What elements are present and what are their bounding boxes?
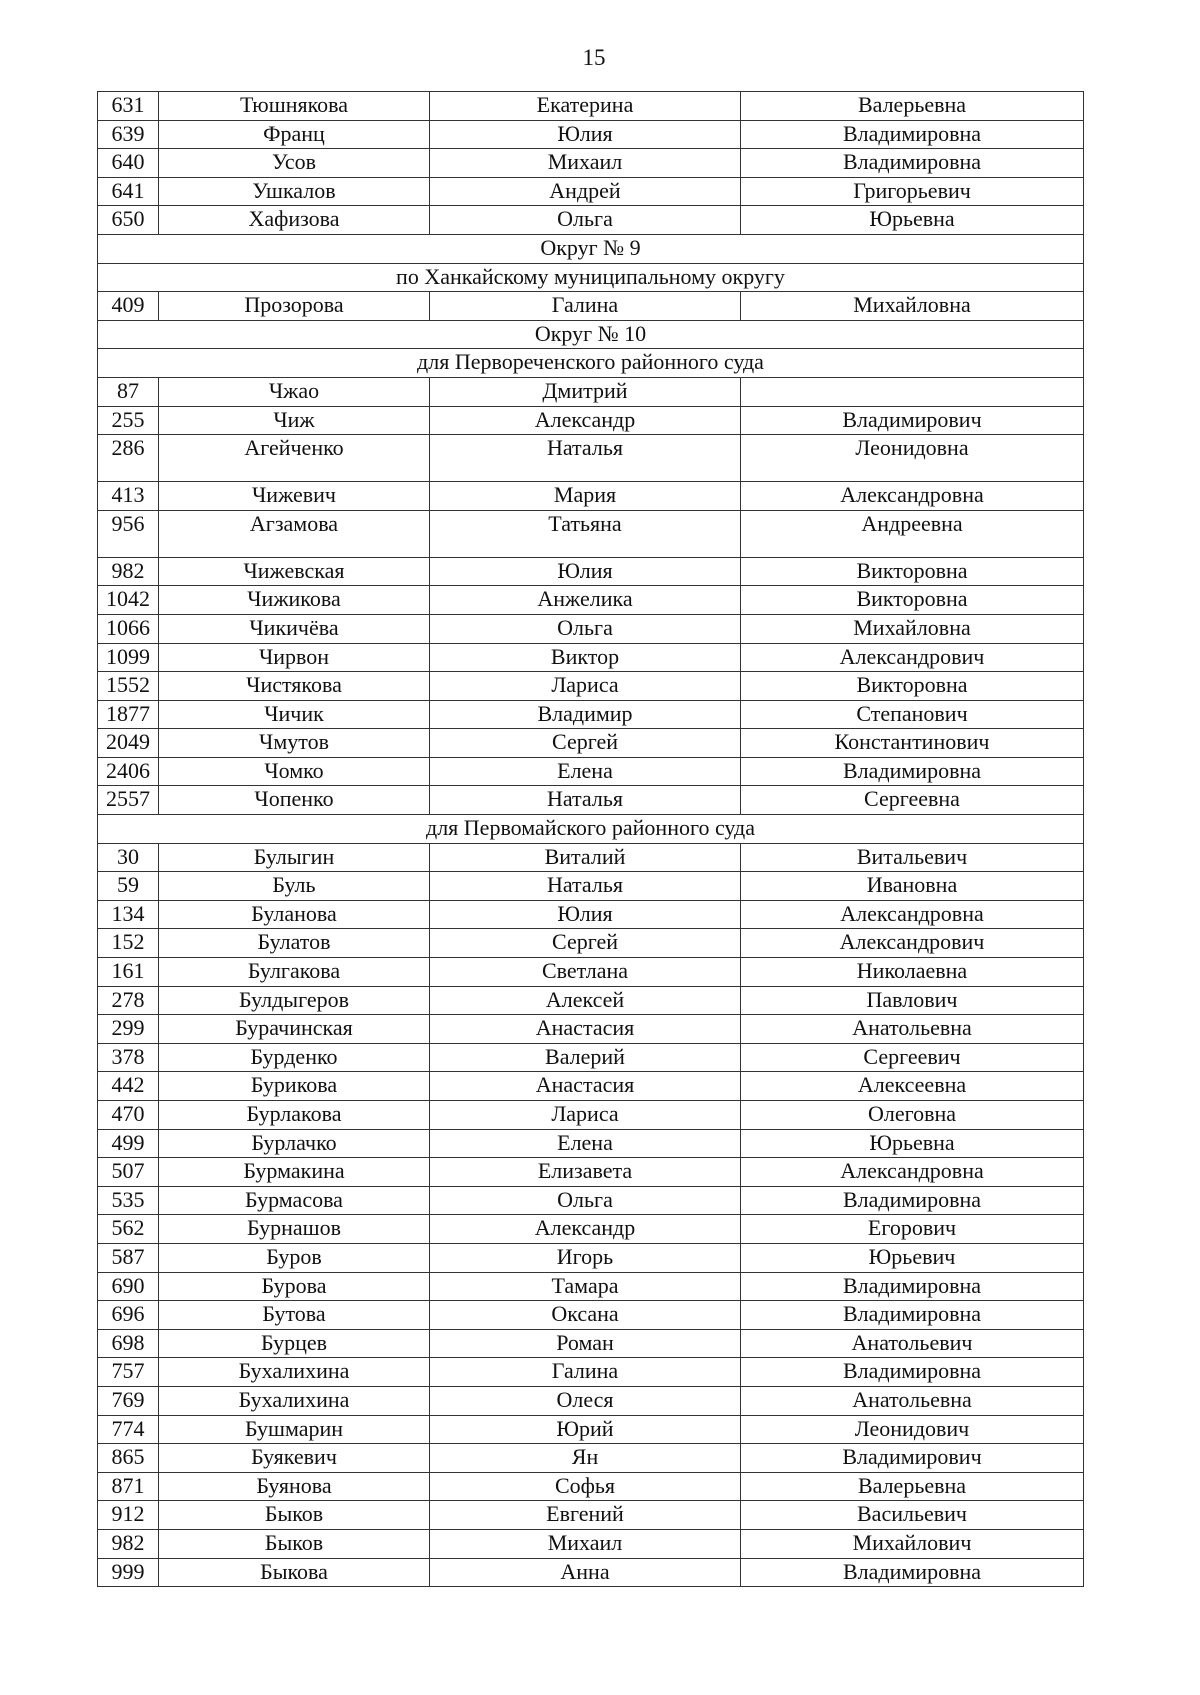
surname-cell: Чиж (159, 406, 430, 435)
table-row (98, 1444, 1084, 1473)
row-number-cell: 507 (98, 1158, 159, 1187)
patronymic-cell: Егорович (741, 1215, 1084, 1244)
patronymic-cell: Васильевич (741, 1501, 1084, 1530)
patronymic-cell: Сергеевна (741, 786, 1084, 815)
patronymic-cell: Александрович (741, 929, 1084, 958)
table-row (98, 643, 1084, 672)
section-header: Округ № 9 (98, 234, 1084, 263)
surname-cell: Чикичёва (159, 614, 430, 643)
table-row (98, 900, 1084, 929)
patronymic-cell: Александровна (741, 1158, 1084, 1187)
first-name-cell: Анна (430, 1558, 741, 1587)
section-header: Округ № 10 (98, 320, 1084, 349)
row-number-cell: 650 (98, 206, 159, 235)
first-name-cell: Софья (430, 1472, 741, 1501)
row-number-cell: 562 (98, 1215, 159, 1244)
page-number: 15 (582, 45, 606, 70)
first-name-cell: Владимир (430, 700, 741, 729)
section-header-row (98, 320, 1084, 349)
surname-cell: Буль (159, 872, 430, 901)
row-number-cell: 956 (98, 510, 159, 557)
table-row (98, 1072, 1084, 1101)
first-name-cell: Наталья (430, 786, 741, 815)
surname-cell: Бушмарин (159, 1415, 430, 1444)
first-name-cell: Татьяна (430, 510, 741, 557)
first-name-cell: Ольга (430, 1186, 741, 1215)
surname-cell: Чичик (159, 700, 430, 729)
table-row (98, 1529, 1084, 1558)
row-number-cell: 757 (98, 1358, 159, 1387)
row-number-cell: 161 (98, 958, 159, 987)
patronymic-cell: Александровна (741, 900, 1084, 929)
surname-cell: Чирвон (159, 643, 430, 672)
surname-cell: Быкова (159, 1558, 430, 1587)
surname-cell: Хафизова (159, 206, 430, 235)
row-number-cell: 1099 (98, 643, 159, 672)
surname-cell: Усов (159, 149, 430, 178)
patronymic-cell: Михайловна (741, 614, 1084, 643)
row-number-cell: 2557 (98, 786, 159, 815)
table-row (98, 1101, 1084, 1130)
row-number-cell: 871 (98, 1472, 159, 1501)
table-row (98, 786, 1084, 815)
patronymic-cell: Олеговна (741, 1101, 1084, 1130)
first-name-cell: Анжелика (430, 586, 741, 615)
table-row (98, 557, 1084, 586)
patronymic-cell: Алексеевна (741, 1072, 1084, 1101)
surname-cell: Буланова (159, 900, 430, 929)
row-number-cell: 30 (98, 843, 159, 872)
patronymic-cell: Витальевич (741, 843, 1084, 872)
surname-cell: Франц (159, 120, 430, 149)
row-number-cell: 587 (98, 1243, 159, 1272)
patronymic-cell: Владимирович (741, 406, 1084, 435)
table-row (98, 1301, 1084, 1330)
row-number-cell: 470 (98, 1101, 159, 1130)
first-name-cell: Елена (430, 757, 741, 786)
surname-cell: Чопенко (159, 786, 430, 815)
row-number-cell: 631 (98, 92, 159, 121)
first-name-cell: Михаил (430, 149, 741, 178)
section-header: для Первореченского районного суда (98, 349, 1084, 378)
table-row (98, 958, 1084, 987)
table-row (98, 510, 1084, 557)
row-number-cell: 1552 (98, 672, 159, 701)
patronymic-cell: Александрович (741, 643, 1084, 672)
first-name-cell: Оксана (430, 1301, 741, 1330)
surname-cell: Чижевская (159, 557, 430, 586)
surname-cell: Быков (159, 1501, 430, 1530)
first-name-cell: Ольга (430, 206, 741, 235)
table-row (98, 1329, 1084, 1358)
first-name-cell: Александр (430, 1215, 741, 1244)
first-name-cell: Олеся (430, 1386, 741, 1415)
row-number-cell: 640 (98, 149, 159, 178)
table-row (98, 586, 1084, 615)
patronymic-cell: Владимировна (741, 1301, 1084, 1330)
first-name-cell: Валерий (430, 1043, 741, 1072)
table-row (98, 1415, 1084, 1444)
first-name-cell: Тамара (430, 1272, 741, 1301)
surname-cell: Чижевич (159, 482, 430, 511)
table-row (98, 1129, 1084, 1158)
patronymic-cell: Леонидовна (741, 435, 1084, 482)
row-number-cell: 698 (98, 1329, 159, 1358)
patronymic-cell: Валерьевна (741, 1472, 1084, 1501)
row-number-cell: 134 (98, 900, 159, 929)
surname-cell: Бурцев (159, 1329, 430, 1358)
table-row (98, 120, 1084, 149)
table-row (98, 672, 1084, 701)
surname-cell: Булгакова (159, 958, 430, 987)
juror-list-table (97, 91, 1084, 1587)
surname-cell: Ушкалов (159, 177, 430, 206)
surname-cell: Тюшнякова (159, 92, 430, 121)
table-row (98, 177, 1084, 206)
first-name-cell: Лариса (430, 672, 741, 701)
patronymic-cell: Михайлович (741, 1529, 1084, 1558)
section-header: для Первомайского районного суда (98, 815, 1084, 844)
table-row (98, 986, 1084, 1015)
patronymic-cell: Павлович (741, 986, 1084, 1015)
patronymic-cell: Владимировна (741, 1558, 1084, 1587)
row-number-cell: 378 (98, 1043, 159, 1072)
first-name-cell: Галина (430, 1358, 741, 1387)
row-number-cell: 442 (98, 1072, 159, 1101)
section-header-row (98, 349, 1084, 378)
table-row (98, 149, 1084, 178)
surname-cell: Чжао (159, 377, 430, 406)
table-row (98, 1158, 1084, 1187)
first-name-cell: Наталья (430, 435, 741, 482)
patronymic-cell: Александровна (741, 482, 1084, 511)
first-name-cell: Галина (430, 292, 741, 321)
table-row (98, 872, 1084, 901)
patronymic-cell: Владимировна (741, 1358, 1084, 1387)
table-row (98, 1215, 1084, 1244)
row-number-cell: 774 (98, 1415, 159, 1444)
surname-cell: Чижикова (159, 586, 430, 615)
surname-cell: Чомко (159, 757, 430, 786)
row-number-cell: 690 (98, 1272, 159, 1301)
first-name-cell: Юлия (430, 120, 741, 149)
row-number-cell: 1066 (98, 614, 159, 643)
first-name-cell: Анастасия (430, 1072, 741, 1101)
row-number-cell: 499 (98, 1129, 159, 1158)
surname-cell: Булдыгеров (159, 986, 430, 1015)
patronymic-cell: Юрьевна (741, 1129, 1084, 1158)
surname-cell: Бурденко (159, 1043, 430, 1072)
patronymic-cell: Ивановна (741, 872, 1084, 901)
patronymic-cell: Степанович (741, 700, 1084, 729)
patronymic-cell: Константинович (741, 729, 1084, 758)
first-name-cell: Сергей (430, 929, 741, 958)
patronymic-cell: Викторовна (741, 672, 1084, 701)
section-header: по Ханкайскому муниципальному округу (98, 263, 1084, 292)
first-name-cell: Ольга (430, 614, 741, 643)
table-row (98, 614, 1084, 643)
section-header-row (98, 263, 1084, 292)
row-number-cell: 286 (98, 435, 159, 482)
table-row (98, 482, 1084, 511)
first-name-cell: Юлия (430, 900, 741, 929)
first-name-cell: Наталья (430, 872, 741, 901)
first-name-cell: Елизавета (430, 1158, 741, 1187)
surname-cell: Буякевич (159, 1444, 430, 1473)
surname-cell: Бухалихина (159, 1386, 430, 1415)
table-row (98, 206, 1084, 235)
table-row (98, 1501, 1084, 1530)
first-name-cell: Виктор (430, 643, 741, 672)
first-name-cell: Юрий (430, 1415, 741, 1444)
first-name-cell: Алексей (430, 986, 741, 1015)
row-number-cell: 1042 (98, 586, 159, 615)
table-row (98, 435, 1084, 482)
patronymic-cell: Владимировна (741, 757, 1084, 786)
first-name-cell: Юлия (430, 557, 741, 586)
patronymic-cell: Анатольевич (741, 1329, 1084, 1358)
row-number-cell: 999 (98, 1558, 159, 1587)
patronymic-cell: Викторовна (741, 586, 1084, 615)
row-number-cell: 865 (98, 1444, 159, 1473)
first-name-cell: Виталий (430, 843, 741, 872)
row-number-cell: 641 (98, 177, 159, 206)
row-number-cell: 87 (98, 377, 159, 406)
table-row (98, 92, 1084, 121)
row-number-cell: 769 (98, 1386, 159, 1415)
row-number-cell: 912 (98, 1501, 159, 1530)
section-header-row (98, 815, 1084, 844)
row-number-cell: 639 (98, 120, 159, 149)
table-row (98, 929, 1084, 958)
surname-cell: Булыгин (159, 843, 430, 872)
row-number-cell: 982 (98, 1529, 159, 1558)
patronymic-cell: Викторовна (741, 557, 1084, 586)
table-row (98, 843, 1084, 872)
table-row (98, 1358, 1084, 1387)
first-name-cell: Ян (430, 1444, 741, 1473)
row-number-cell: 299 (98, 1015, 159, 1044)
table-row (98, 377, 1084, 406)
surname-cell: Агзамова (159, 510, 430, 557)
table-row (98, 1043, 1084, 1072)
surname-cell: Бурмакина (159, 1158, 430, 1187)
first-name-cell: Сергей (430, 729, 741, 758)
surname-cell: Чмутов (159, 729, 430, 758)
first-name-cell: Михаил (430, 1529, 741, 1558)
patronymic-cell: Юрьевна (741, 206, 1084, 235)
row-number-cell: 535 (98, 1186, 159, 1215)
surname-cell: Агейченко (159, 435, 430, 482)
first-name-cell: Екатерина (430, 92, 741, 121)
table-row (98, 757, 1084, 786)
patronymic-cell: Леонидович (741, 1415, 1084, 1444)
row-number-cell: 255 (98, 406, 159, 435)
patronymic-cell: Сергеевич (741, 1043, 1084, 1072)
surname-cell: Бурова (159, 1272, 430, 1301)
patronymic-cell: Валерьевна (741, 92, 1084, 121)
surname-cell: Чистякова (159, 672, 430, 701)
table-row (98, 1472, 1084, 1501)
first-name-cell: Александр (430, 406, 741, 435)
table-row (98, 1272, 1084, 1301)
table-row (98, 1386, 1084, 1415)
surname-cell: Прозорова (159, 292, 430, 321)
row-number-cell: 696 (98, 1301, 159, 1330)
first-name-cell: Елена (430, 1129, 741, 1158)
row-number-cell: 152 (98, 929, 159, 958)
first-name-cell: Игорь (430, 1243, 741, 1272)
patronymic-cell: Владимирович (741, 1444, 1084, 1473)
patronymic-cell: Владимировна (741, 149, 1084, 178)
patronymic-cell: Андреевна (741, 510, 1084, 557)
surname-cell: Бутова (159, 1301, 430, 1330)
patronymic-cell: Владимировна (741, 1186, 1084, 1215)
row-number-cell: 278 (98, 986, 159, 1015)
juror-list-body (98, 92, 1084, 1587)
first-name-cell: Анастасия (430, 1015, 741, 1044)
table-row (98, 406, 1084, 435)
patronymic-cell: Юрьевич (741, 1243, 1084, 1272)
surname-cell: Бурикова (159, 1072, 430, 1101)
surname-cell: Бурмасова (159, 1186, 430, 1215)
patronymic-cell: Владимировна (741, 120, 1084, 149)
first-name-cell: Светлана (430, 958, 741, 987)
row-number-cell: 2049 (98, 729, 159, 758)
row-number-cell: 59 (98, 872, 159, 901)
surname-cell: Быков (159, 1529, 430, 1558)
table-row (98, 1558, 1084, 1587)
row-number-cell: 1877 (98, 700, 159, 729)
surname-cell: Бурачинская (159, 1015, 430, 1044)
row-number-cell: 409 (98, 292, 159, 321)
row-number-cell: 2406 (98, 757, 159, 786)
first-name-cell: Андрей (430, 177, 741, 206)
first-name-cell: Мария (430, 482, 741, 511)
patronymic-cell: Анатольевна (741, 1386, 1084, 1415)
patronymic-cell: Михайловна (741, 292, 1084, 321)
table-row (98, 292, 1084, 321)
table-row (98, 1186, 1084, 1215)
surname-cell: Булатов (159, 929, 430, 958)
patronymic-cell: Николаевна (741, 958, 1084, 987)
table-row (98, 700, 1084, 729)
table-row (98, 1243, 1084, 1272)
patronymic-cell: Владимировна (741, 1272, 1084, 1301)
first-name-cell: Евгений (430, 1501, 741, 1530)
surname-cell: Бурнашов (159, 1215, 430, 1244)
surname-cell: Бурлакова (159, 1101, 430, 1130)
surname-cell: Бухалихина (159, 1358, 430, 1387)
first-name-cell: Дмитрий (430, 377, 741, 406)
surname-cell: Буров (159, 1243, 430, 1272)
first-name-cell: Лариса (430, 1101, 741, 1130)
surname-cell: Бурлачко (159, 1129, 430, 1158)
first-name-cell: Роман (430, 1329, 741, 1358)
section-header-row (98, 234, 1084, 263)
table-row (98, 1015, 1084, 1044)
patronymic-cell: Григорьевич (741, 177, 1084, 206)
surname-cell: Буянова (159, 1472, 430, 1501)
table-row (98, 729, 1084, 758)
patronymic-cell (741, 377, 1084, 406)
row-number-cell: 982 (98, 557, 159, 586)
row-number-cell: 413 (98, 482, 159, 511)
patronymic-cell: Анатольевна (741, 1015, 1084, 1044)
